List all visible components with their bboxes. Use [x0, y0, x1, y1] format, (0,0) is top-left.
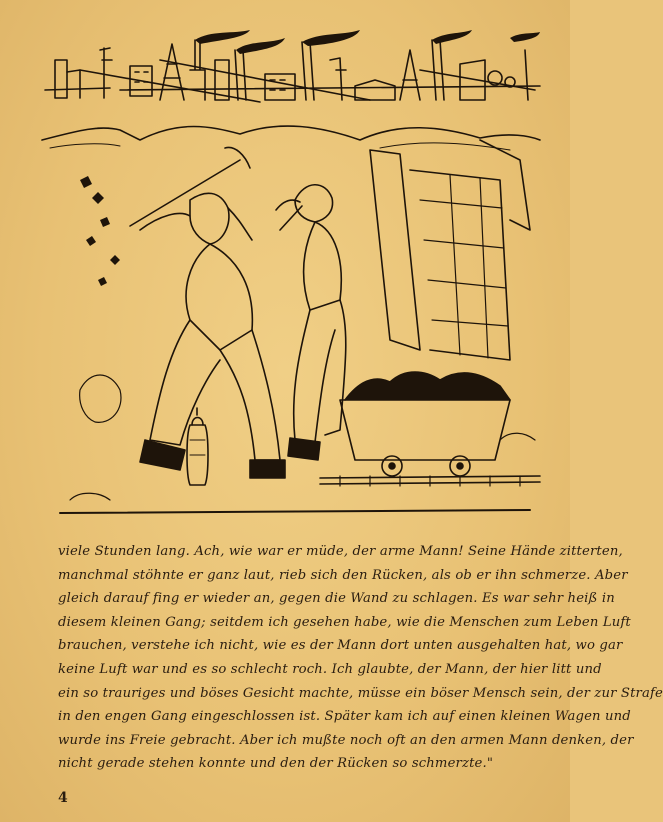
miner-lamp [187, 408, 208, 485]
mine-cart [340, 372, 510, 476]
chimney-smoke [195, 30, 540, 54]
timber-supports [370, 140, 530, 360]
text-line: diesem kleinen Gang; seitdem ich gesehen habe, wie die Menschen zum Leben Luft [58, 614, 631, 630]
text-line: keine Luft war und es so schlecht roch. Ich glaubte, der Mann, der hier litt und [58, 661, 602, 677]
story-text [58, 540, 663, 776]
text-line: in den engen Gang eingeschlossen ist. Später kam ich auf einen kleinen Wagen und [58, 709, 631, 725]
ground-line [60, 510, 530, 513]
rail-track [320, 476, 540, 486]
rock-chunks [80, 176, 120, 286]
text-line: viele Stunden lang. Ach, wie war er müde, der arme Mann! Seine Hände zitterten, [58, 544, 623, 559]
text-line: manchmal stöhnte er ganz laut, rieb sich den Rücken, als ob er ihn schmerze. Aber [58, 567, 628, 583]
mine-illustration [40, 30, 540, 520]
page-number: 4 [58, 790, 68, 806]
second-miner [276, 185, 346, 460]
factory-skyline [45, 40, 540, 102]
text-line: wurde ins Freie gebracht. Aber ich mußte noch oft an den armen Mann denken, der [58, 732, 634, 748]
text-line: brauchen, verstehe ich nicht, wie es der Mann dort unten ausgehalten hat, wo gar [58, 638, 623, 654]
text-line: nicht gerade stehen konnte und den der Rücken so schmerzte." [58, 756, 494, 772]
text-line: gleich darauf fing er wieder an, gegen die Wand zu schlagen. Es war sehr heiß in [58, 591, 615, 607]
miner-with-pickaxe [130, 147, 285, 478]
text-line: ein so trauriges und böses Gesicht machte, müsse ein böser Mensch sein, der zur Strafe [58, 685, 663, 701]
tunnel-ceiling [42, 126, 540, 140]
